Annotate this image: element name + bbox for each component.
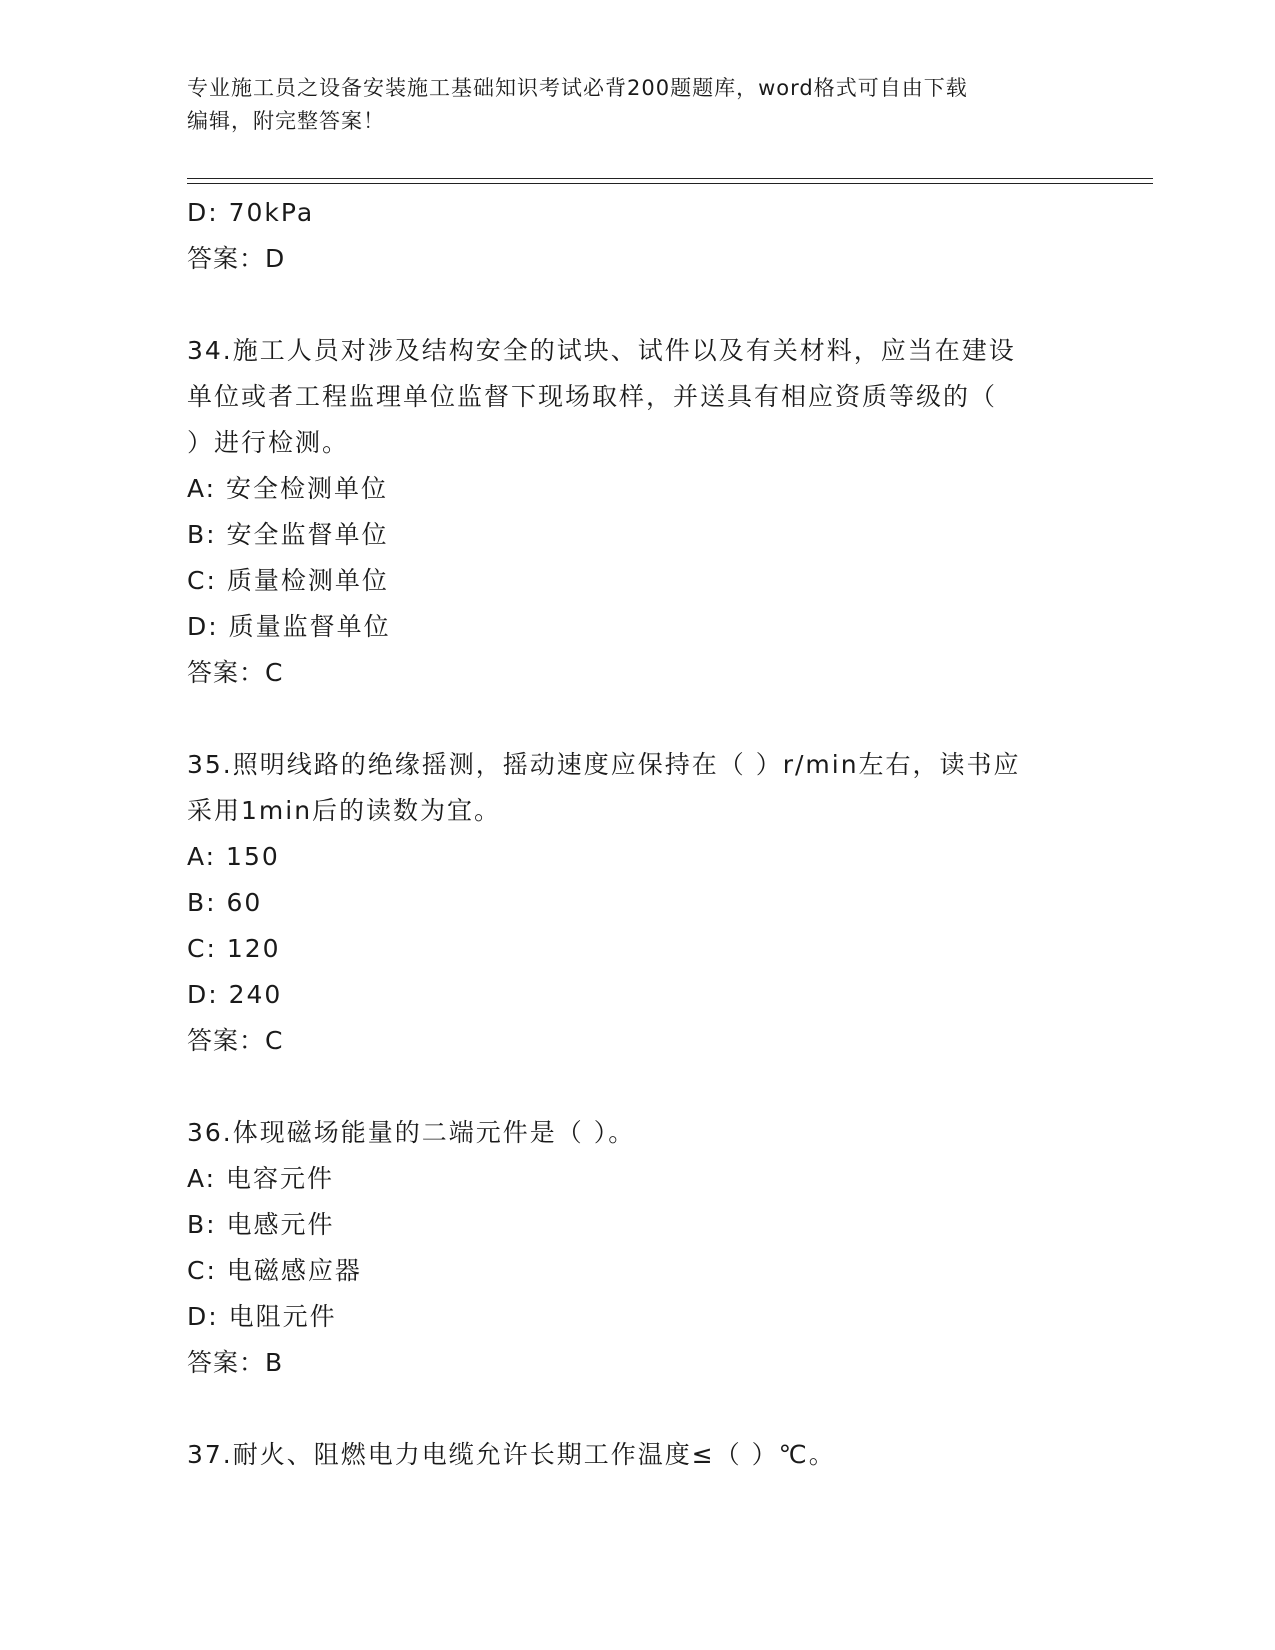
question-text: 37.耐火、阻燃电力电缆允许长期工作温度≤（ ）℃。 bbox=[187, 1440, 836, 1469]
header-divider bbox=[187, 178, 1153, 179]
option-c: C: 电磁感应器 bbox=[187, 1256, 362, 1285]
option-b: B: 60 bbox=[187, 888, 263, 917]
option-c: C: 120 bbox=[187, 934, 281, 963]
question-text: 采用1min后的读数为宜。 bbox=[187, 796, 502, 825]
question-text: 36.体现磁场能量的二端元件是（ ）。 bbox=[187, 1118, 636, 1147]
question-text: 35.照明线路的绝缘摇测，摇动速度应保持在（ ）r/min左右，读书应 bbox=[187, 750, 1021, 779]
header-line: 专业施工员之设备安装施工基础知识考试必背200题题库，word格式可自由下载 bbox=[187, 76, 968, 100]
option-d: D: 电阻元件 bbox=[187, 1302, 337, 1331]
option-a: A: 电容元件 bbox=[187, 1164, 335, 1193]
question-text: 单位或者工程监理单位监督下现场取样，并送具有相应资质等级的（ bbox=[187, 382, 998, 411]
answer-line: 答案：D bbox=[187, 244, 286, 273]
question-35 bbox=[187, 742, 1087, 1064]
header-divider bbox=[187, 183, 1153, 184]
question-text: ）进行检测。 bbox=[187, 428, 350, 457]
question-content bbox=[187, 190, 1087, 1478]
question-37 bbox=[187, 1432, 1087, 1478]
answer-line: 答案：C bbox=[187, 658, 284, 687]
option-a: A: 安全检测单位 bbox=[187, 474, 389, 503]
option-d: D: 质量监督单位 bbox=[187, 612, 391, 641]
option-d: D: 240 bbox=[187, 980, 283, 1009]
option-d: D: 70kPa bbox=[187, 198, 315, 227]
header-line: 编辑，附完整答案！ bbox=[187, 109, 385, 133]
question-text: 34.施工人员对涉及结构安全的试块、试件以及有关材料，应当在建设 bbox=[187, 336, 1016, 365]
answer-line: 答案：C bbox=[187, 1026, 284, 1055]
option-b: B: 电感元件 bbox=[187, 1210, 335, 1239]
option-c: C: 质量检测单位 bbox=[187, 566, 389, 595]
question-36 bbox=[187, 1110, 1087, 1386]
question-34 bbox=[187, 328, 1087, 696]
document-header bbox=[187, 72, 1087, 138]
option-b: B: 安全监督单位 bbox=[187, 520, 389, 549]
option-a: A: 150 bbox=[187, 842, 280, 871]
answer-line: 答案：B bbox=[187, 1348, 284, 1377]
